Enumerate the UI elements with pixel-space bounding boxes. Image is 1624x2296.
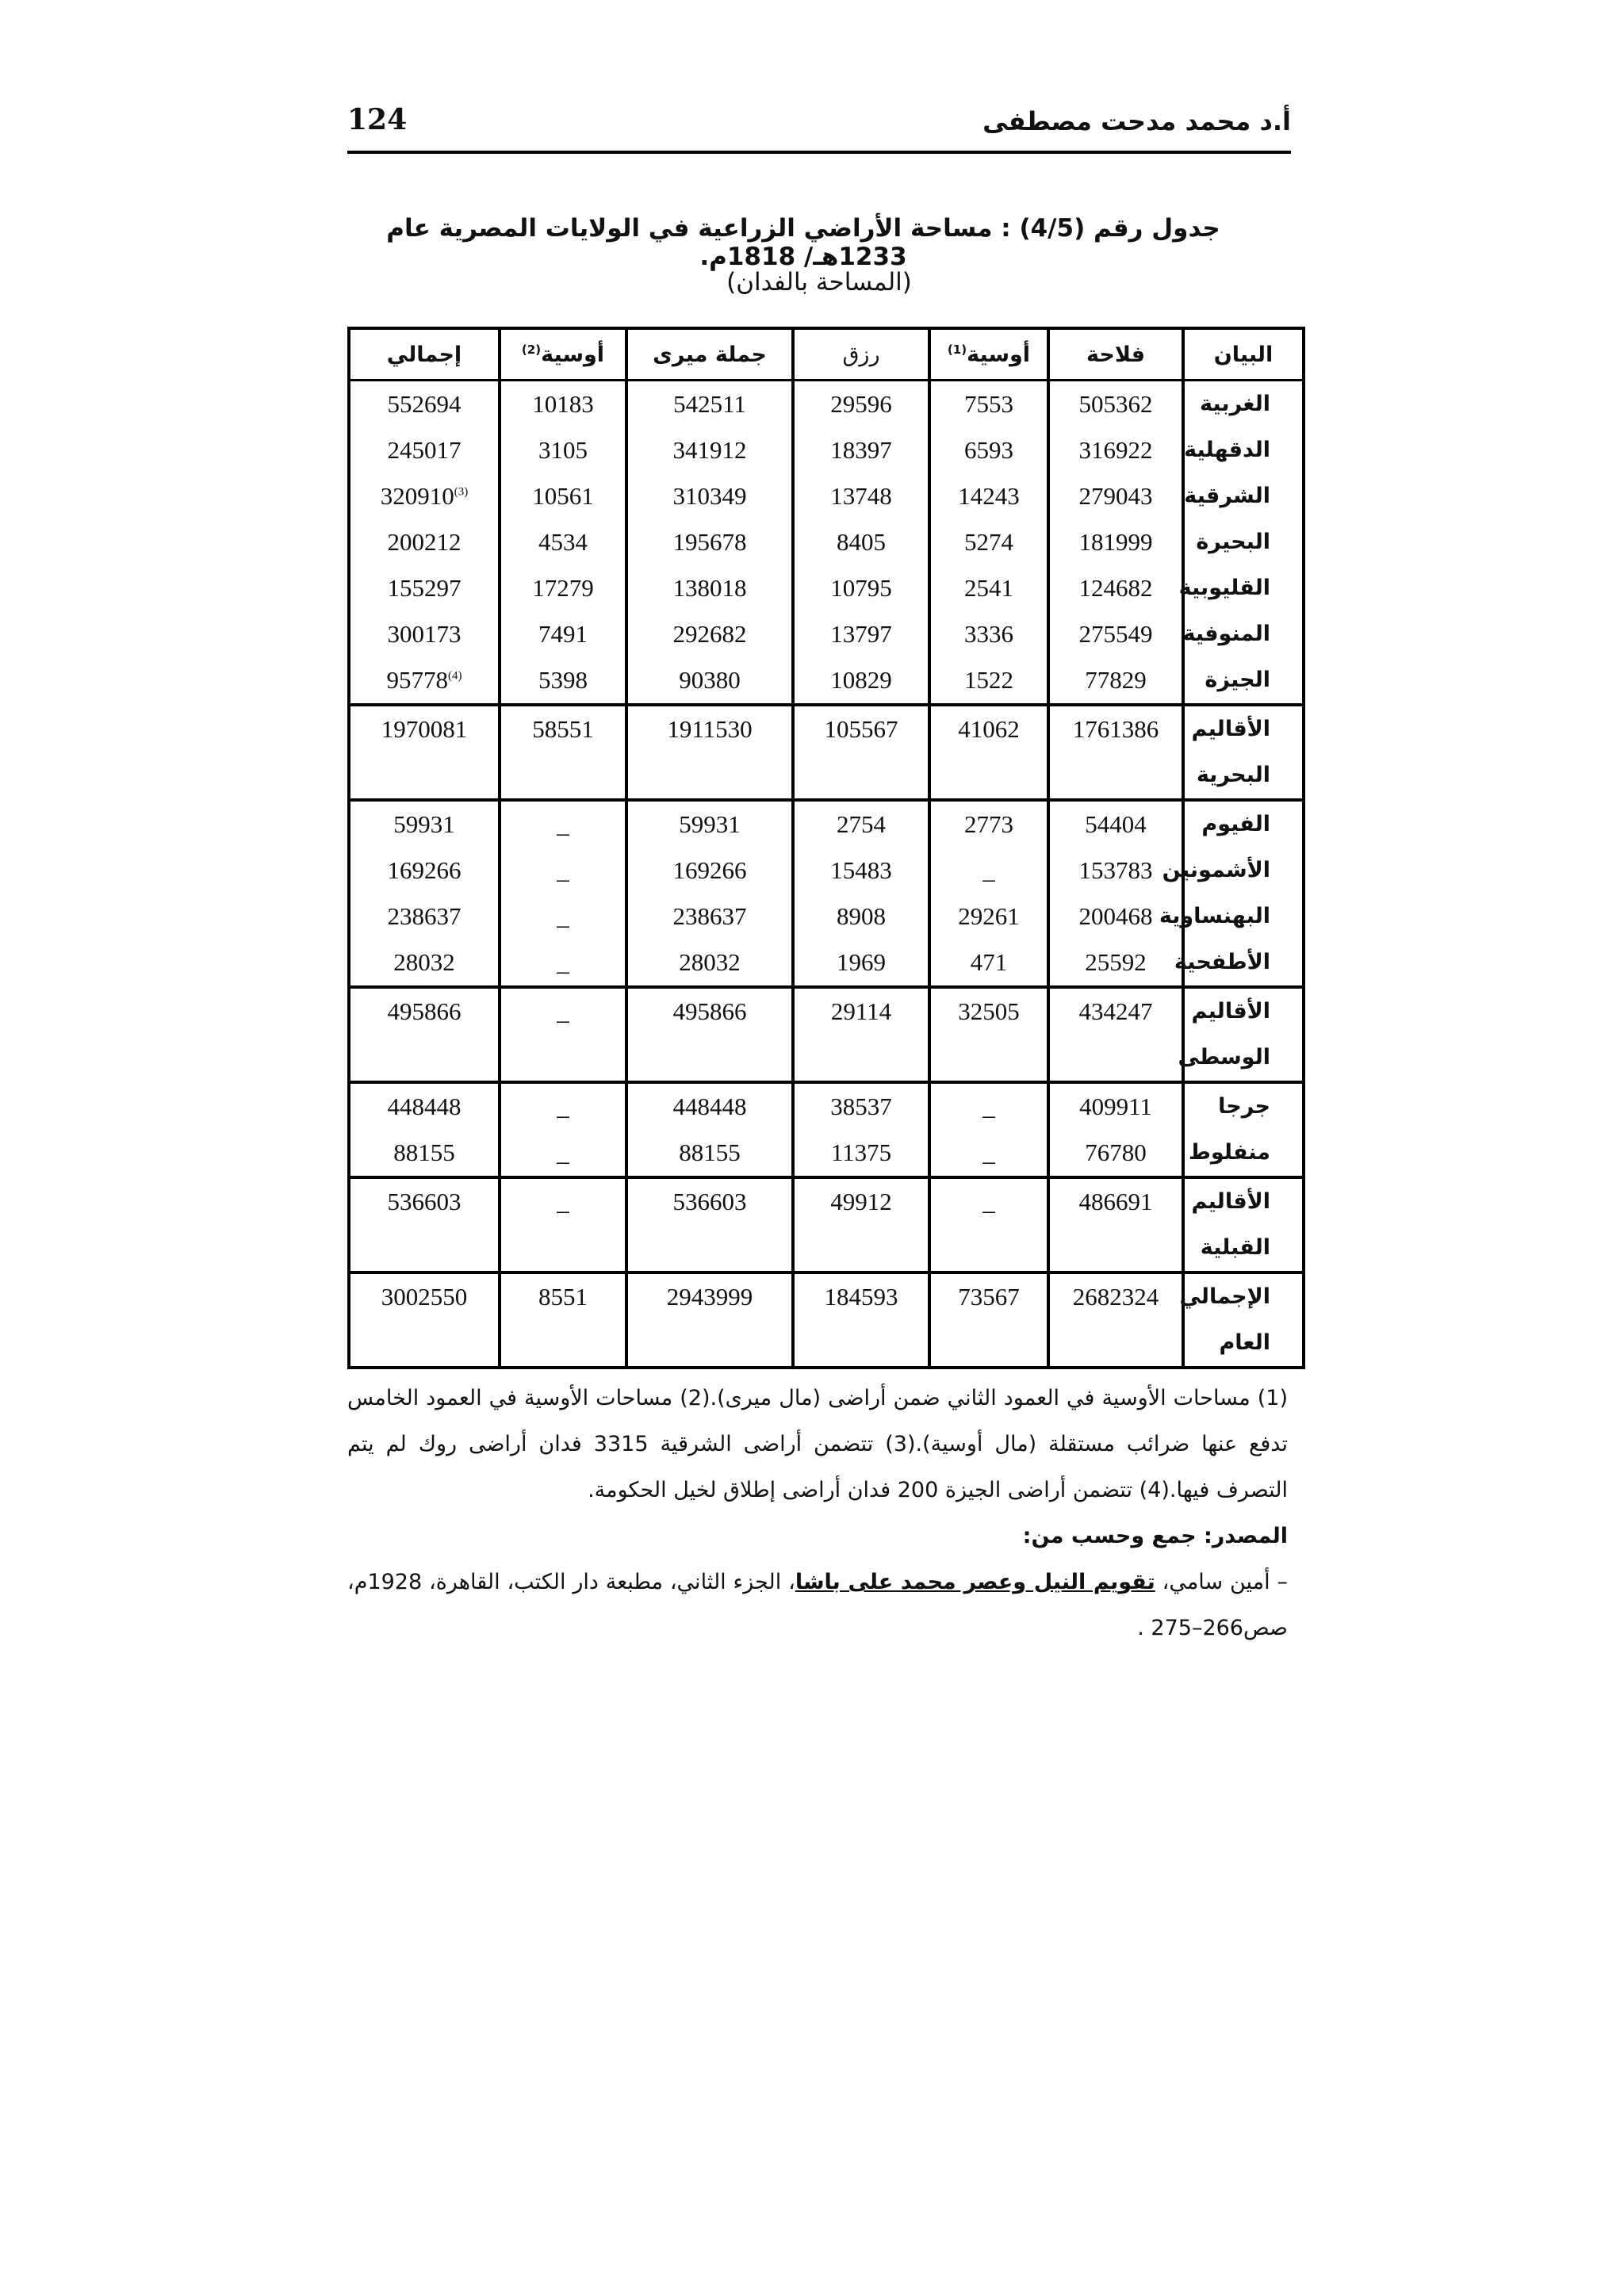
table-row xyxy=(349,381,1304,428)
row-label: الشرقية xyxy=(1183,473,1304,519)
row-label: الأشمونين xyxy=(1183,848,1304,894)
cell-awsiya-1: 41062 xyxy=(929,705,1048,800)
source-heading: المصدر: جمع وحسب من: xyxy=(1022,1524,1288,1548)
cell-total-miri: 536603 xyxy=(626,1177,793,1272)
author-name: أ.د محمد مدحت مصطفى xyxy=(982,106,1291,136)
row-label-line-1: الأقاليم xyxy=(1191,717,1270,741)
cell-awsiya-2: 5398 xyxy=(500,657,626,705)
table-row xyxy=(349,565,1304,611)
cell-rizq: 1969 xyxy=(793,939,929,987)
row-label: الجيزة xyxy=(1183,657,1304,705)
footnote-ref-1: (1) xyxy=(947,342,967,357)
cell-awsiya-1: 2541 xyxy=(929,565,1048,611)
cell-total: 28032 xyxy=(349,939,500,987)
row-label: المنوفية xyxy=(1183,611,1304,657)
cell-total-value: 320910 xyxy=(380,482,454,510)
cell-awsiya-2: _ xyxy=(500,1082,626,1130)
source-details: ، الجزء الثاني، مطبعة دار الكتب، القاهرة، 1928م، صص266–275 . xyxy=(347,1570,1288,1640)
footnotes xyxy=(347,1376,1288,1651)
cell-rizq: 2754 xyxy=(793,800,929,848)
cell-awsiya-2: _ xyxy=(500,1177,626,1272)
cell-awsiya-1: 6593 xyxy=(929,427,1048,473)
row-label: البحيرة xyxy=(1183,519,1304,565)
cell-fallaha: 505362 xyxy=(1048,381,1183,428)
row-label: جرجا xyxy=(1183,1082,1304,1130)
table-row xyxy=(349,657,1304,705)
cell-total: 552694 xyxy=(349,381,500,428)
table-row xyxy=(349,611,1304,657)
cell-awsiya-1: 5274 xyxy=(929,519,1048,565)
cell-awsiya-2: _ xyxy=(500,1130,626,1177)
cell-rizq: 105567 xyxy=(793,705,929,800)
table-subtitle: (المساحة بالفدان) xyxy=(726,268,912,297)
cell-awsiya-2: 17279 xyxy=(500,565,626,611)
row-label-line-1: الأقاليم xyxy=(1191,1189,1270,1214)
subtotal-row xyxy=(349,987,1304,1082)
col-header-awsiya-2-text: أوسية xyxy=(541,342,605,367)
footnote-ref-2: (2) xyxy=(521,342,542,357)
row-label: الغربية xyxy=(1183,381,1304,428)
cell-total-miri: 2943999 xyxy=(626,1272,793,1368)
row-label: البهنساوية xyxy=(1183,894,1304,939)
table-row xyxy=(349,939,1304,987)
cell-rizq: 184593 xyxy=(793,1272,929,1368)
cell-rizq: 8405 xyxy=(793,519,929,565)
cell-awsiya-1: 32505 xyxy=(929,987,1048,1082)
cell-total: 238637 xyxy=(349,894,500,939)
row-label: الدقهلية xyxy=(1183,427,1304,473)
page-number: 124 xyxy=(347,103,408,136)
table-header-row xyxy=(349,328,1304,381)
table-row xyxy=(349,473,1304,519)
cell-awsiya-2: 4534 xyxy=(500,519,626,565)
col-header-label: البيان xyxy=(1183,328,1304,381)
cell-rizq: 29596 xyxy=(793,381,929,428)
grand-total-row xyxy=(349,1272,1304,1368)
cell-rizq: 38537 xyxy=(793,1082,929,1130)
cell-awsiya-1: 29261 xyxy=(929,894,1048,939)
cell-rizq: 10829 xyxy=(793,657,929,705)
cell-awsiya-1: 2773 xyxy=(929,800,1048,848)
cell-total: 88155 xyxy=(349,1130,500,1177)
cell-total: 448448 xyxy=(349,1082,500,1130)
cell-awsiya-2: 10561 xyxy=(500,473,626,519)
cell-rizq: 18397 xyxy=(793,427,929,473)
cell-total-miri: 1911530 xyxy=(626,705,793,800)
cell-awsiya-1: 3336 xyxy=(929,611,1048,657)
col-header-awsiya-2 xyxy=(500,328,626,381)
cell-total-miri: 59931 xyxy=(626,800,793,848)
subtotal-row xyxy=(349,705,1304,800)
cell-rizq: 10795 xyxy=(793,565,929,611)
cell-total: 300173 xyxy=(349,611,500,657)
cell-rizq: 13797 xyxy=(793,611,929,657)
cell-rizq: 49912 xyxy=(793,1177,929,1272)
row-label-line-1: الأقاليم xyxy=(1191,999,1270,1024)
row-label-line-2: العام xyxy=(1219,1330,1270,1355)
table-row xyxy=(349,427,1304,473)
row-label xyxy=(1179,1272,1304,1368)
cell-awsiya-1: _ xyxy=(929,848,1048,894)
page-header xyxy=(347,103,1291,151)
cell-total-miri: 90380 xyxy=(626,657,793,705)
cell-fallaha: 76780 xyxy=(1048,1130,1183,1177)
col-header-total-miri: جملة ميرى xyxy=(626,328,793,381)
col-header-awsiya-1-text: أوسية xyxy=(967,342,1031,367)
cell-fallaha: 2682324 xyxy=(1048,1272,1183,1368)
header-rule xyxy=(347,151,1291,154)
table-row xyxy=(349,1082,1304,1130)
row-label: الفيوم xyxy=(1183,800,1304,848)
cell-total-miri: 292682 xyxy=(626,611,793,657)
col-header-rizq: رزق xyxy=(793,328,929,381)
footnote-text: (1) مساحات الأوسية في العمود الثاني ضمن أراضى (مال ميرى).(2) مساحات الأوسية في العمود الخامس تدفع عنها ضرائب مستقلة (مال أوسية).(3) تتضمن أراضى الشرقية 3315 فدان أراضى روك لم يتم التصرف فيها.(4) تتضمن أراضى الجيزة 200 فدان أراضى إطلاق لخيل الحكومة. xyxy=(347,1386,1288,1502)
col-header-total: إجمالي xyxy=(349,328,500,381)
row-label: منفلوط xyxy=(1183,1130,1304,1177)
col-header-fallaha: فلاحة xyxy=(1048,328,1183,381)
cell-fallaha: 316922 xyxy=(1048,427,1183,473)
row-label-line-2: البحرية xyxy=(1196,763,1270,787)
table-title: جدول رقم (4/5) : مساحة الأراضي الزراعية في الولايات المصرية عام 1233هـ/ 1818م. xyxy=(386,214,1220,271)
cell-fallaha: 124682 xyxy=(1048,565,1183,611)
cell-total-miri: 138018 xyxy=(626,565,793,611)
table-row xyxy=(349,519,1304,565)
row-label: القليوبية xyxy=(1183,565,1304,611)
cell-total: 200212 xyxy=(349,519,500,565)
cell-fallaha: 1761386 xyxy=(1048,705,1183,800)
row-label-line-1: الإجمالي xyxy=(1179,1284,1270,1309)
cell-fallaha: 25592 xyxy=(1048,939,1183,987)
cell-total: 1970081 xyxy=(349,705,500,800)
cell-awsiya-2: _ xyxy=(500,848,626,894)
cell-total: 536603 xyxy=(349,1177,500,1272)
cell-rizq: 29114 xyxy=(793,987,929,1082)
cell-rizq: 13748 xyxy=(793,473,929,519)
cell-fallaha: 275549 xyxy=(1048,611,1183,657)
row-label: الأطفحية xyxy=(1183,939,1304,987)
source-book-title: تقويم النيل وعصر محمد على باشا xyxy=(795,1570,1155,1594)
cell-total-miri: 169266 xyxy=(626,848,793,894)
cell-awsiya-1: _ xyxy=(929,1130,1048,1177)
cell-fallaha: 200468 xyxy=(1048,894,1183,939)
table-row xyxy=(349,894,1304,939)
source-prefix: – أمين سامي، xyxy=(1162,1570,1288,1594)
cell-fallaha: 181999 xyxy=(1048,519,1183,565)
cell-fallaha: 434247 xyxy=(1048,987,1183,1082)
cell-awsiya-2: _ xyxy=(500,987,626,1082)
cell-total: 59931 xyxy=(349,800,500,848)
cell-fallaha: 54404 xyxy=(1048,800,1183,848)
cell-total-value: 95778 xyxy=(386,666,448,694)
cell-rizq: 8908 xyxy=(793,894,929,939)
cell-total-miri: 542511 xyxy=(626,381,793,428)
row-label-line-2: القبلية xyxy=(1200,1235,1270,1260)
cell-total: 169266 xyxy=(349,848,500,894)
cell-awsiya-1: 471 xyxy=(929,939,1048,987)
cell-fallaha: 409911 xyxy=(1048,1082,1183,1130)
cell-awsiya-2: 7491 xyxy=(500,611,626,657)
cell-total-miri: 238637 xyxy=(626,894,793,939)
cell-fallaha: 77829 xyxy=(1048,657,1183,705)
cell-awsiya-1: 7553 xyxy=(929,381,1048,428)
cell-fallaha: 486691 xyxy=(1048,1177,1183,1272)
cell-awsiya-1: _ xyxy=(929,1177,1048,1272)
cell-rizq: 11375 xyxy=(793,1130,929,1177)
cell-total-miri: 448448 xyxy=(626,1082,793,1130)
cell-awsiya-1: _ xyxy=(929,1082,1048,1130)
cell-total-miri: 341912 xyxy=(626,427,793,473)
cell-awsiya-1: 73567 xyxy=(929,1272,1048,1368)
cell-awsiya-1: 1522 xyxy=(929,657,1048,705)
cell-fallaha: 153783 xyxy=(1048,848,1183,894)
cell-total-miri: 195678 xyxy=(626,519,793,565)
cell-awsiya-2: 3105 xyxy=(500,427,626,473)
footnote-ref-4: (4) xyxy=(448,669,462,683)
cell-awsiya-1: 14243 xyxy=(929,473,1048,519)
source-citation xyxy=(347,1559,1288,1651)
cell-total xyxy=(349,473,500,519)
cell-total: 245017 xyxy=(349,427,500,473)
cell-total-miri: 495866 xyxy=(626,987,793,1082)
cell-awsiya-2: _ xyxy=(500,800,626,848)
row-label xyxy=(1178,987,1304,1082)
subtotal-row xyxy=(349,1177,1304,1272)
land-area-table xyxy=(347,327,1305,1369)
cell-total-miri: 28032 xyxy=(626,939,793,987)
col-header-awsiya-1 xyxy=(929,328,1048,381)
cell-total: 3002550 xyxy=(349,1272,500,1368)
cell-total-miri: 88155 xyxy=(626,1130,793,1177)
row-label-line-2: الوسطى xyxy=(1178,1045,1270,1070)
row-label xyxy=(1183,1177,1304,1272)
cell-awsiya-2: 8551 xyxy=(500,1272,626,1368)
cell-awsiya-2: 10183 xyxy=(500,381,626,428)
cell-total: 495866 xyxy=(349,987,500,1082)
cell-total-miri: 310349 xyxy=(626,473,793,519)
row-label xyxy=(1183,705,1304,800)
cell-total xyxy=(349,657,500,705)
cell-awsiya-2: _ xyxy=(500,939,626,987)
cell-awsiya-2: _ xyxy=(500,894,626,939)
footnote-ref-3: (3) xyxy=(454,485,469,499)
table-row xyxy=(349,1130,1304,1177)
cell-total: 155297 xyxy=(349,565,500,611)
cell-rizq: 15483 xyxy=(793,848,929,894)
cell-awsiya-2: 58551 xyxy=(500,705,626,800)
cell-fallaha: 279043 xyxy=(1048,473,1183,519)
table-row xyxy=(349,848,1304,894)
table-row xyxy=(349,800,1304,848)
